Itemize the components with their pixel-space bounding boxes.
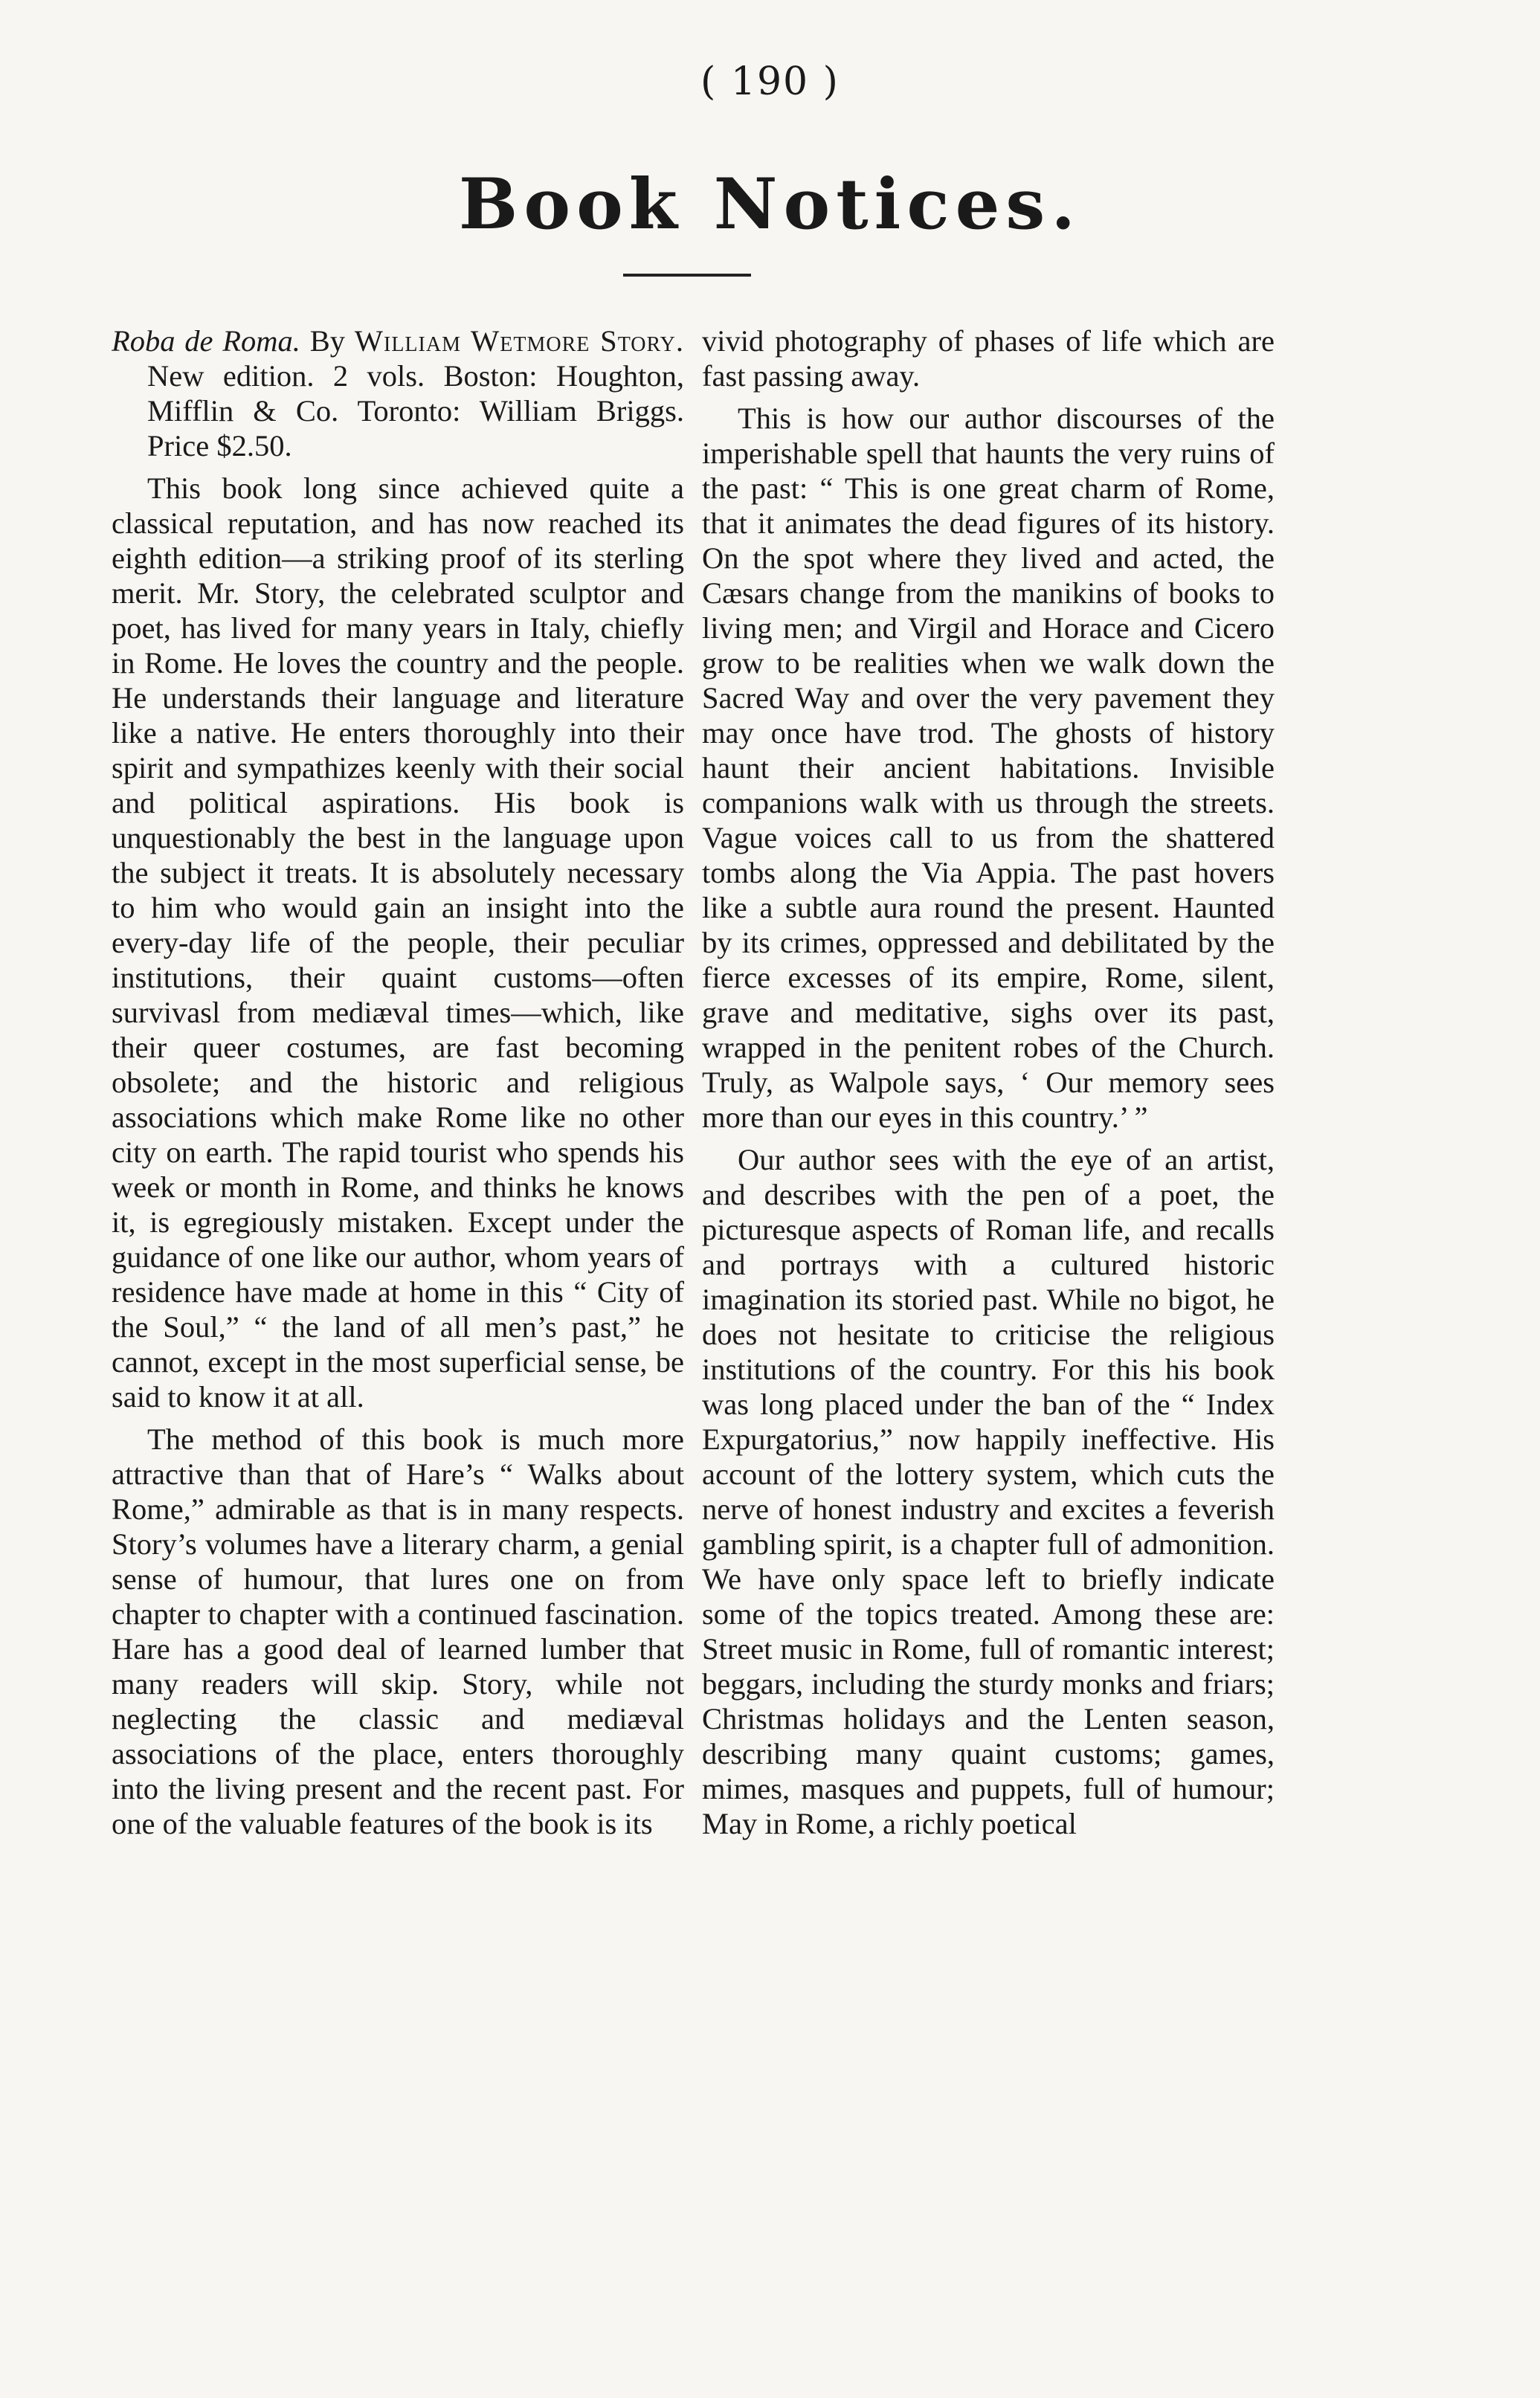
book-citation: [112, 323, 684, 463]
paragraph: The method of this book is much more attractive than that of Hare’s “ Walks about Rome,” admirable as that is in many respects. Story’s volumes have a literary charm, a genial sense of humour, that lures one on from chapter to chapter with a continued fascination. Hare has a good deal of learned lumber that many readers will skip. Story, while not neglecting the classic and mediæval associations of the place, enters thoroughly into the living present and the recent past. For one of the valuable features of the book is its: [112, 1422, 684, 1840]
page-number: ( 190 ): [700, 59, 840, 104]
left-column: [112, 323, 684, 2398]
book-title: Roba de Roma.: [112, 324, 300, 358]
section-heading: Book Notices.: [458, 164, 1082, 245]
book-author: William Wetmore Story.: [354, 324, 684, 358]
paragraph-continued: vivid photography of phases of life which are fast passing away.: [702, 324, 1275, 393]
paragraph: This book long since achieved quite a classical reputation, and has now reached its eighth edition—a striking proof of its sterling merit. Mr. Story, the celebrated sculptor and poet, has lived for many years in Italy, chiefly in Rome. He loves the country and the people. He understands their language and literature like a native. He enters thoroughly into their spirit and sympathizes keenly with their social and political aspirations. His book is unquestionably the best in the language upon the subject it treats. It is absolutely necessary to him who would gain an insight into the every-day life of the people, their peculiar institutions, their quaint customs—often survivasl from mediæval times—which, like their queer costumes, are fast becoming obsolete; and the historic and religious associations which make Rome like no other city on earth. The rapid tourist who spends his week or month in Rome, and thinks he knows it, is egregiously mistaken. Except under the guidance of one like our author, whom years of residence have made at home in this “ City of the Soul,” “ the land of all men’s past,” he cannot, except in the most superficial sense, be said to know it at all.: [112, 471, 684, 1414]
paragraph: Our author sees with the eye of an artist, and describes with the pen of a poet, the picturesque aspects of Roman life, and recalls and portrays with a cultured historic imagination its storied past. While no bigot, he does not hesitate to criticise the religious institutions of the country. For this his book was long placed under the ban of the “ Index Expurgatorius,” now happily ineffective. His account of the lottery system, which cuts the nerve of honest industry and excites a feverish gambling spirit, is a chapter full of admonition. We have only space left to briefly indicate some of the topics treated. Among these are: Street music in Rome, full of romantic interest; beggars, including the sturdy monks and friars; Christmas holidays and the Lenten season, describing many quaint customs; games, mimes, masques and puppets, full of humour; May in Rome, a richly poetical: [702, 1143, 1275, 1840]
book-publication-details: New edition. 2 vols. Boston: Houghton, Mifflin & Co. Toronto: William Briggs. Price $2.50.: [147, 359, 684, 462]
citation-by: By: [309, 324, 345, 358]
article-columns: [112, 323, 1275, 2398]
paragraph: This is how our author discourses of the imperishable spell that haunts the very ruins of the past: “ This is one great charm of Rome, that it animates the dead figures of its history. On the spot where they lived and acted, the Cæsars change from the manikins of books to living men; and Virgil and Horace and Cicero grow to be realities when we walk down the Sacred Way and over the very pavement they may once have trod. The ghosts of history haunt their ancient habitations. Invisible companions walk with us through the streets. Vague voices call to us from the shattered tombs along the Via Appia. The past hovers like a subtle aura round the present. Haunted by its crimes, oppressed and debilitated by the fierce excesses of its empire, Rome, silent, grave and meditative, sighs over its past, wrapped in the penitent robes of the Church. Truly, as Walpole says, ‘ Our memory sees more than our eyes in this country.’ ”: [702, 402, 1275, 1134]
heading-rule: [623, 274, 751, 277]
right-column: [702, 323, 1275, 2398]
